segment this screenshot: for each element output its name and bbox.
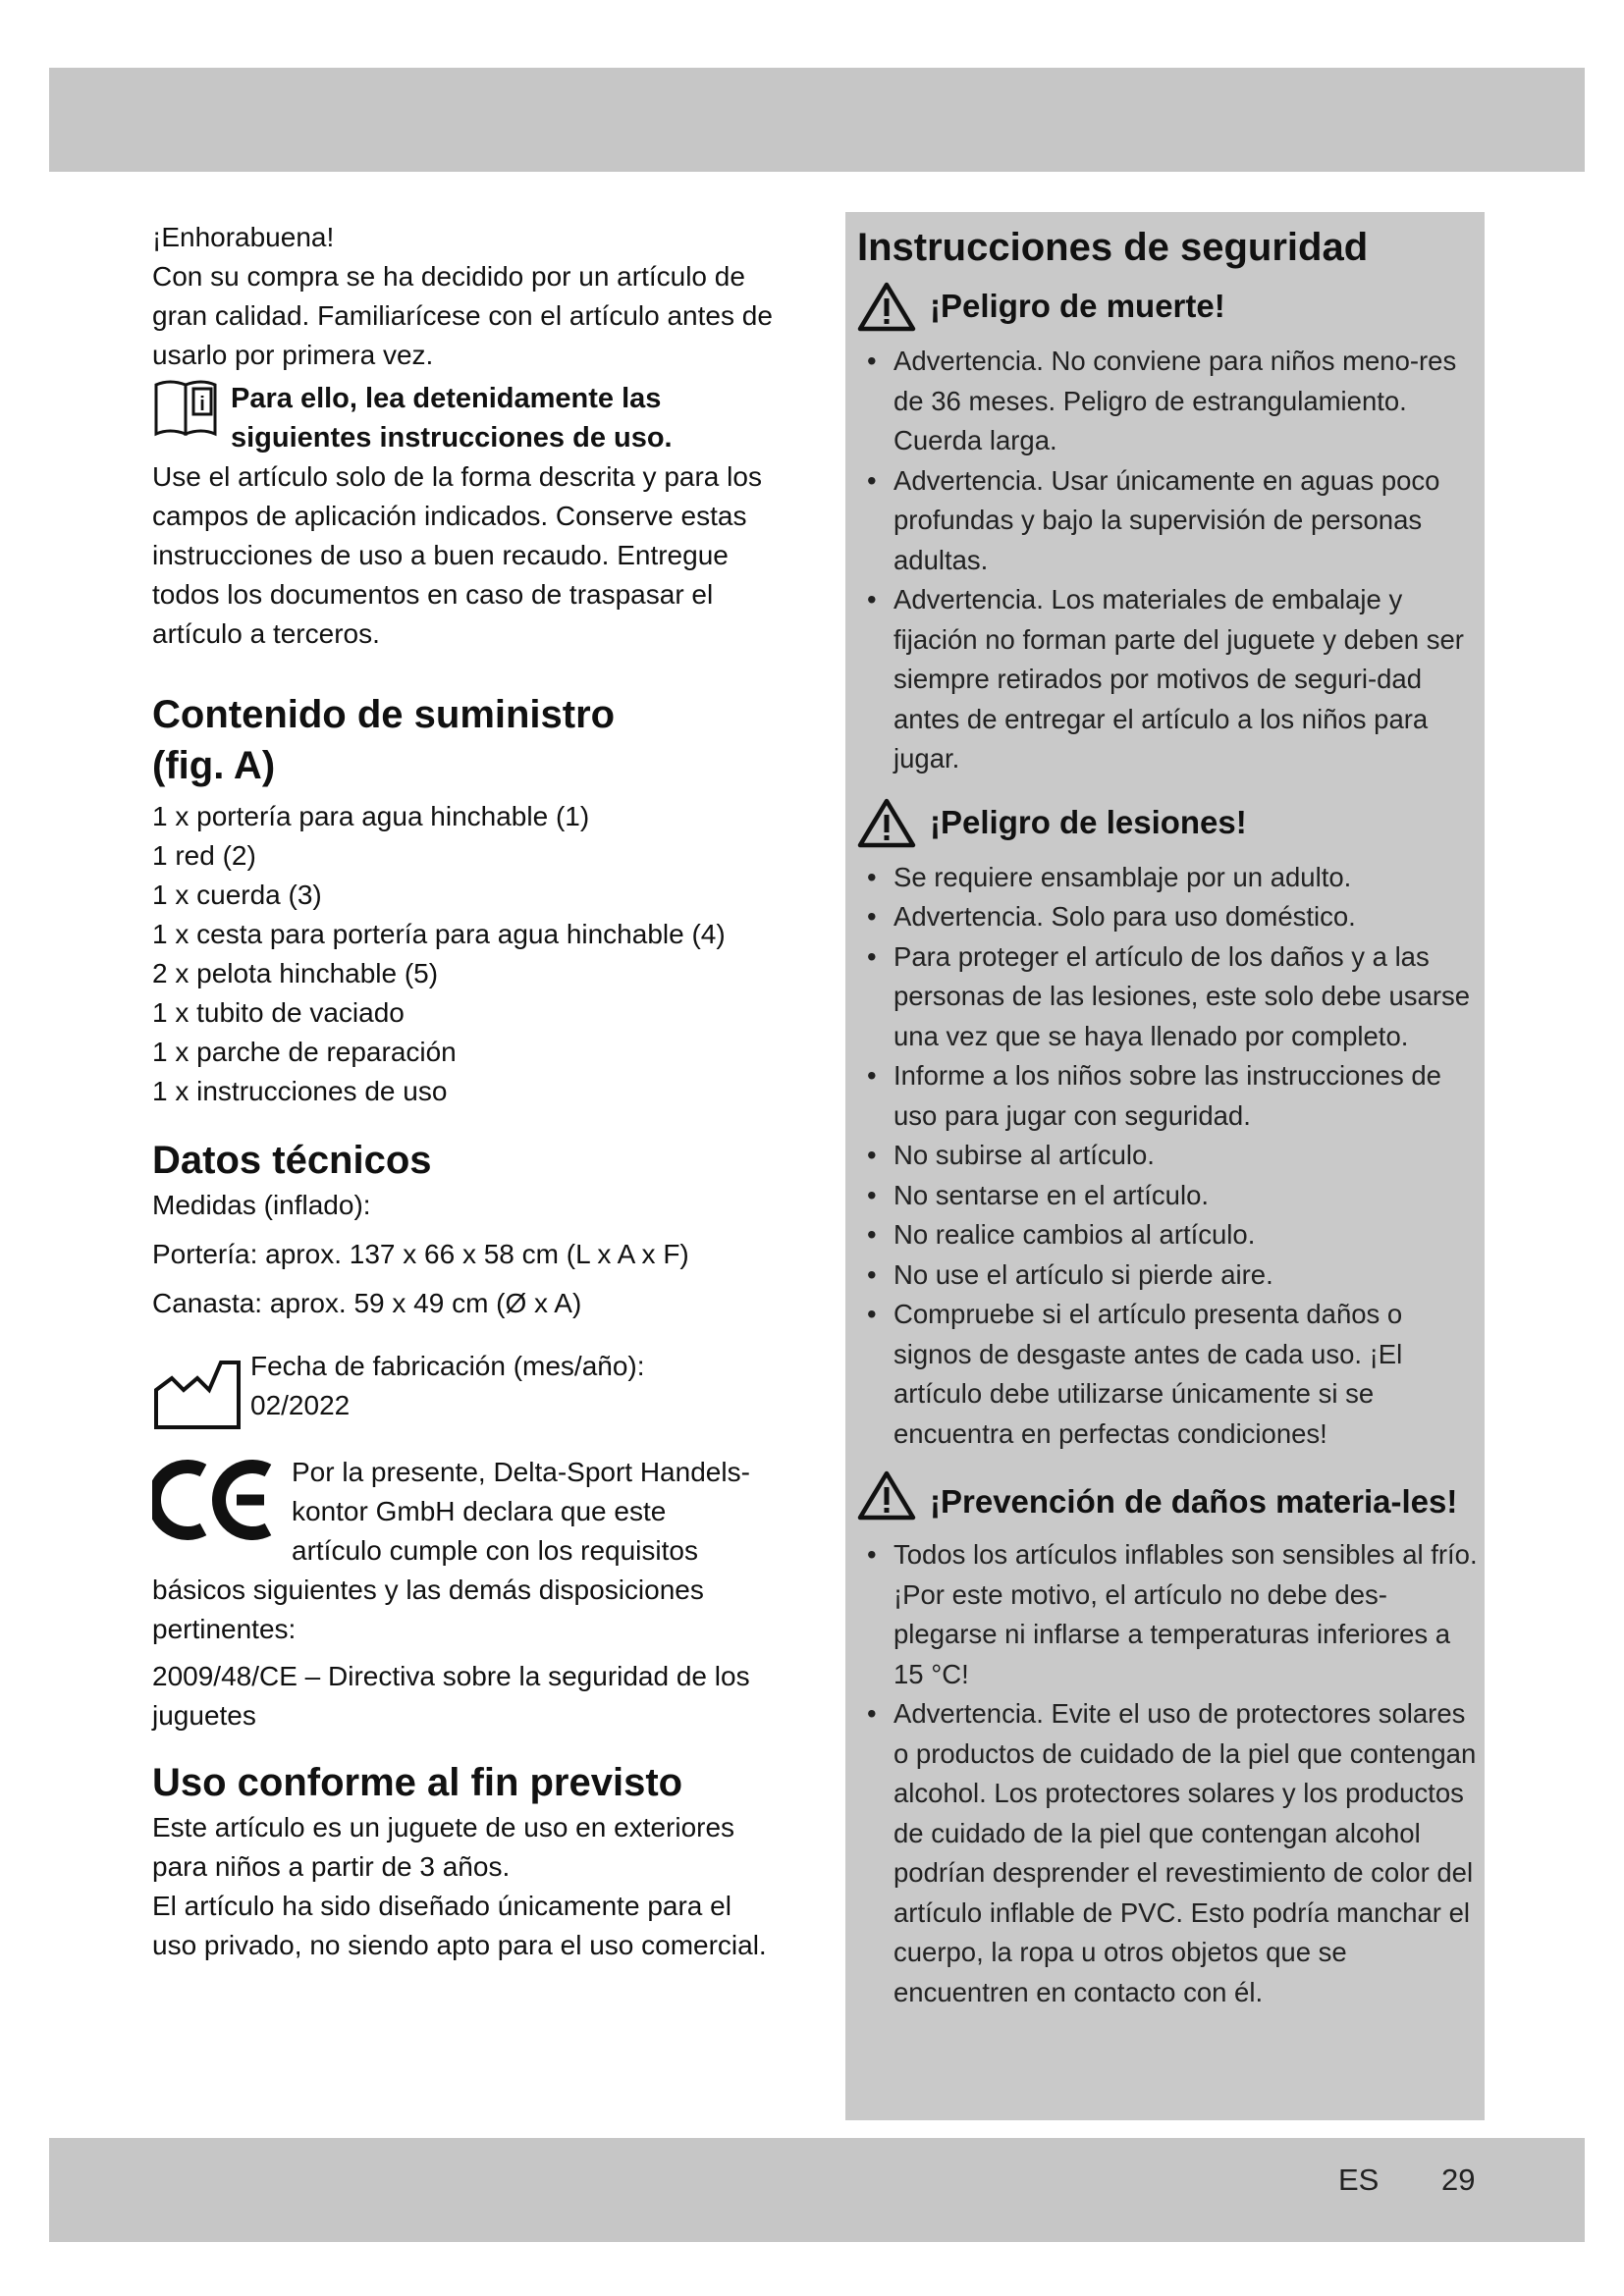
list-item: • Compruebe si el artículo presenta daños o signos de desgaste antes de cada uso. ¡El artículo debe utilizarse únicamente si se encuentra en perfectas condiciones! bbox=[857, 1295, 1485, 1454]
contents-item: 1 red (2) bbox=[152, 840, 256, 871]
list-item: • Advertencia. No conviene para niños meno-res de 36 meses. Peligro de estrangulamiento. Cuerda larga. bbox=[857, 342, 1485, 461]
damage-prevention-title bbox=[857, 1469, 1485, 1523]
manufacture-info bbox=[152, 1341, 781, 1431]
manual-info-icon bbox=[152, 377, 221, 438]
contents-heading-line2: (fig. A) bbox=[152, 744, 276, 787]
footer-language: ES bbox=[1338, 2163, 1380, 2197]
contents-item: 1 x cesta para portería para agua hinchable (4) bbox=[152, 919, 726, 949]
safety-panel bbox=[845, 212, 1485, 2120]
manufacture-date: 02/2022 bbox=[250, 1390, 351, 1420]
list-item: • Para proteger el artículo de los daños y a las personas de las lesiones, este solo debe usarse una vez que se haya llenado por completo. bbox=[857, 937, 1485, 1057]
danger-injury-label: ¡Peligro de lesiones! bbox=[930, 803, 1247, 840]
warning-triangle-icon bbox=[857, 797, 916, 848]
tech-line: Canasta: aprox. 59 x 49 cm (Ø x A) bbox=[152, 1288, 582, 1318]
list-item: • Advertencia. Usar únicamente en aguas poco profundas y bajo la supervisión de personas adultas. bbox=[857, 461, 1485, 581]
manufacture-label: Fecha de fabricación (mes/año): bbox=[250, 1351, 645, 1381]
ce-declaration bbox=[152, 1453, 781, 1571]
list-item: • Informe a los niños sobre las instrucciones de uso para jugar con seguridad. bbox=[857, 1056, 1485, 1136]
list-item: • Todos los artículos inflables son sensibles al frío. ¡Por este motivo, el artículo no debe des-plegarse ni inflarse a temperaturas inferiores a 15 °C! bbox=[857, 1535, 1485, 1694]
directive-text: 2009/48/CE – Directiva sobre la seguridad de los juguetes bbox=[152, 1661, 750, 1731]
contents-item: 2 x pelota hinchable (5) bbox=[152, 958, 439, 988]
danger-death-list bbox=[857, 342, 1485, 779]
ce-line: kontor GmbH declara que este bbox=[292, 1496, 667, 1526]
safety-heading: Instrucciones de seguridad bbox=[857, 226, 1369, 269]
intended-use-p1: Este artículo es un juguete de uso en exteriores para niños a partir de 3 años. bbox=[152, 1812, 735, 1882]
list-item: • No realice cambios al artículo. bbox=[857, 1215, 1485, 1255]
tech-line: Portería: aprox. 137 x 66 x 58 cm (L x A x F) bbox=[152, 1239, 689, 1269]
page-number: 29 bbox=[1441, 2163, 1476, 2197]
tech-heading: Datos técnicos bbox=[152, 1139, 432, 1182]
danger-death-title bbox=[857, 281, 1485, 332]
damage-prevention-label: ¡Prevención de daños materia-les! bbox=[930, 1483, 1458, 1520]
contents-item: 1 x tubito de vaciado bbox=[152, 997, 405, 1028]
ce-line: Por la presente, Delta-Sport Handels- bbox=[292, 1457, 750, 1487]
list-item: • Se requiere ensamblaje por un adulto. bbox=[857, 858, 1485, 898]
danger-injury-title bbox=[857, 797, 1485, 848]
ce-continuation: básicos siguientes y las demás disposiciones pertinentes: bbox=[152, 1575, 704, 1644]
danger-death-label: ¡Peligro de muerte! bbox=[930, 288, 1225, 324]
danger-injury-list bbox=[857, 858, 1485, 1455]
warning-triangle-icon bbox=[857, 281, 916, 332]
read-note-line2: siguientes instrucciones de uso. bbox=[231, 422, 673, 454]
contents-item: 1 x cuerda (3) bbox=[152, 880, 322, 910]
list-item: • Advertencia. Solo para uso doméstico. bbox=[857, 897, 1485, 937]
intended-use-p2: El artículo ha sido diseñado únicamente para el uso privado, no siendo apto para el uso comercial. bbox=[152, 1891, 767, 1960]
header-band bbox=[49, 68, 1585, 172]
list-item: • Advertencia. Los materiales de embalaje y fijación no forman parte del juguete y deben ser siempre retirados por motivos de seguri-dad antes de entregar el artículo a los niños para jugar. bbox=[857, 580, 1485, 779]
svg-text:i: i bbox=[199, 394, 205, 415]
list-item: • Advertencia. Evite el uso de protectores solares o productos de cuidado de la piel que contengan alcohol. Los protectores solares y los productos de cuidado de la piel que contengan alcohol podrían desprender el revestimiento de color del artículo inflable de PVC. Esto podría manchar el cuerpo, la ropa u otros objetos que se encuentren en contacto con él. bbox=[857, 1694, 1485, 2012]
intro-text: Con su compra se ha decidido por un artículo de gran calidad. Familiarícese con el artículo antes de usarlo por primera vez. bbox=[152, 261, 773, 370]
ce-line: artículo cumple con los requisitos bbox=[292, 1535, 698, 1566]
usage-text: Use el artículo solo de la forma descrita y para los campos de aplicación indicados. Conserve estas instrucciones de uso a buen recaudo. Entregue todos los documentos en caso de traspasar el artículo a terceros. bbox=[152, 461, 762, 649]
list-item: • No use el artículo si pierde aire. bbox=[857, 1255, 1485, 1296]
list-item: • No subirse al artículo. bbox=[857, 1136, 1485, 1176]
ce-mark-icon bbox=[152, 1449, 280, 1547]
left-column bbox=[152, 218, 781, 1965]
contents-item: 1 x portería para agua hinchable (1) bbox=[152, 801, 590, 831]
read-note-line1: Para ello, lea detenidamente las bbox=[231, 383, 662, 414]
list-item: • No sentarse en el artículo. bbox=[857, 1176, 1485, 1216]
contents-list bbox=[152, 797, 781, 1111]
contents-heading-line1: Contenido de suministro bbox=[152, 693, 616, 736]
manufacturer-date-icon bbox=[152, 1355, 243, 1431]
read-instructions-note bbox=[152, 379, 781, 457]
warning-triangle-icon bbox=[857, 1469, 916, 1521]
contents-item: 1 x parche de reparación bbox=[152, 1037, 457, 1067]
damage-prevention-list bbox=[857, 1535, 1485, 2012]
contents-item: 1 x instrucciones de uso bbox=[152, 1076, 448, 1106]
intended-use-heading: Uso conforme al fin previsto bbox=[152, 1761, 683, 1804]
greeting: ¡Enhorabuena! bbox=[152, 222, 335, 252]
tech-line: Medidas (inflado): bbox=[152, 1190, 371, 1220]
